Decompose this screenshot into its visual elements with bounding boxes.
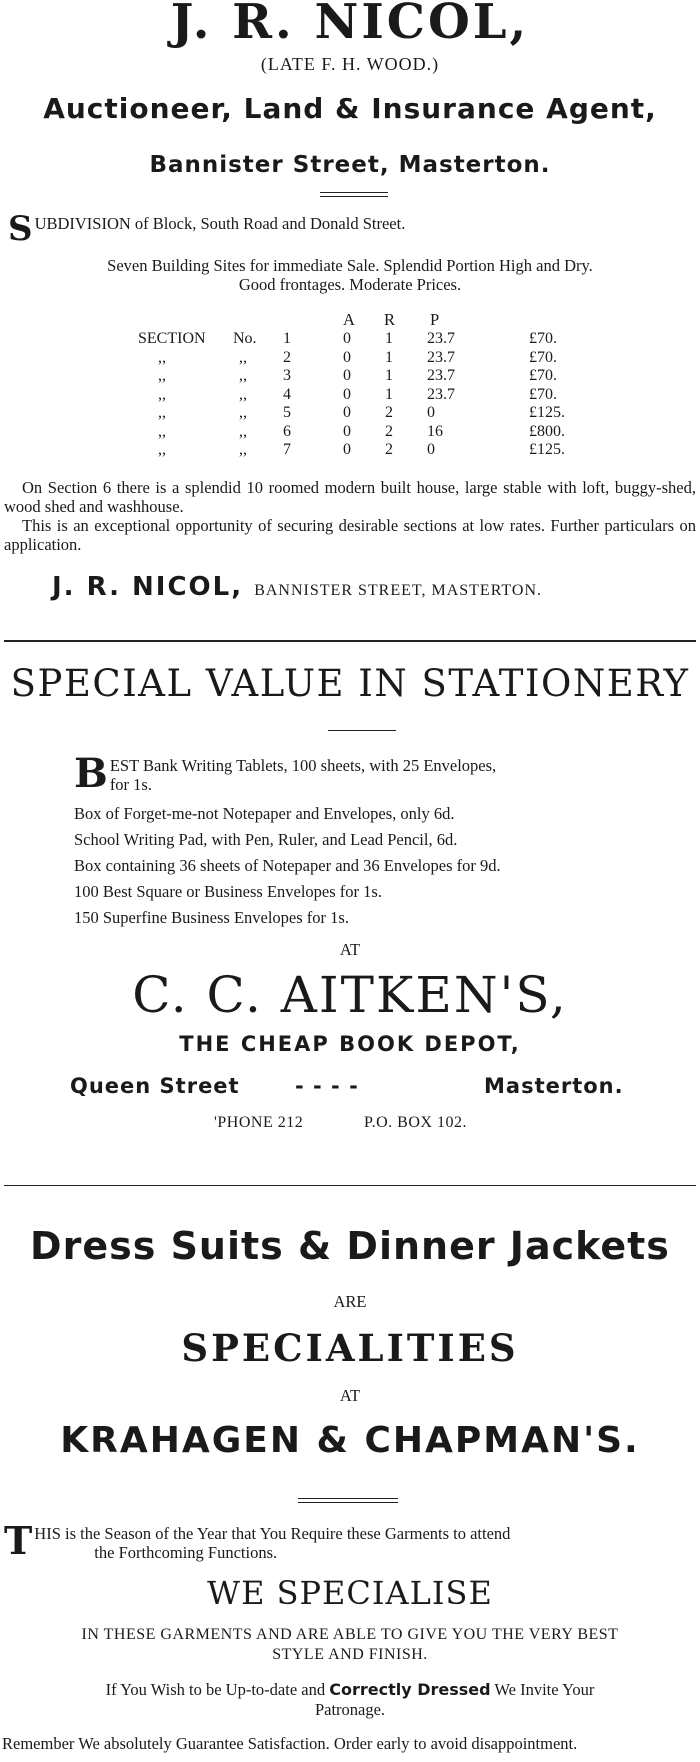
masterton-town: Masterton. (484, 1074, 624, 1098)
nicol-footer (52, 572, 542, 602)
stationery-item-3: School Writing Pad, with Pen, Ruler, and Lead Pencil, 6d. (74, 830, 458, 849)
dress-at: AT (339, 1386, 361, 1405)
table-row (138, 423, 565, 442)
section-label: ,, (158, 348, 166, 366)
section-p: 0 (427, 404, 435, 421)
nicol-footer-name: J. R. NICOL, (52, 572, 244, 602)
column-separator (4, 1185, 696, 1186)
subdivision-line-3: Good frontages. Moderate Prices. (238, 275, 462, 294)
dress-patronage: Patronage. (314, 1700, 386, 1719)
po-box: P.O. BOX 102. (364, 1114, 467, 1131)
nicol-footer-address: BANNISTER STREET, MASTERTON. (254, 582, 542, 599)
divider-rule (320, 192, 388, 197)
we-specialise-heading: WE SPECIALISE (207, 1574, 493, 1612)
section-r: 2 (385, 441, 393, 458)
dress-caps-line-2: STYLE AND FINISH. (272, 1646, 428, 1663)
col-header-r: R (384, 310, 396, 329)
dress-invite-line (0, 1680, 700, 1699)
subdivision-line-2: Seven Building Sites for immediate Sale. Splendid Portion High and Dry. (107, 256, 593, 275)
section-p: 23.7 (427, 367, 455, 384)
cheap-book-depot: THE CHEAP BOOK DEPOT, (179, 1032, 521, 1056)
section-no: ,, (239, 404, 247, 421)
section-a: 0 (343, 422, 351, 440)
nicol-paragraph-2: This is an exceptional opportunity of securing desirable sections at low rates. Further particulars on application. (4, 516, 696, 554)
section-label: ,, (158, 422, 166, 440)
table-row (138, 441, 565, 460)
section-p: 23.7 (427, 385, 455, 403)
section-no: ,, (239, 367, 247, 384)
section-price: £70. (529, 330, 557, 347)
dress-are: ARE (333, 1292, 367, 1311)
col-header-p: P (430, 310, 440, 329)
dress-season-line (4, 1518, 696, 1563)
section-num: 7 (283, 441, 291, 458)
section-price: £125. (529, 404, 565, 421)
dropcap-b: B (74, 750, 108, 797)
divider-rule (298, 1498, 398, 1503)
section-label: ,, (158, 404, 166, 421)
specialities-heading: SPECIALITIES (181, 1326, 519, 1370)
subdivision-notice (8, 209, 688, 249)
section-r: 1 (385, 348, 393, 366)
stationery-item-1 (74, 750, 634, 797)
section-num: 2 (283, 348, 291, 366)
dress-guarantee: Remember We absolutely Guarantee Satisfaction. Order early to avoid disappointment. (2, 1734, 578, 1753)
stationery-item-5: 100 Best Square or Business Envelopes for 1s. (74, 882, 382, 901)
stationery-item-1-text: EST Bank Writing Tablets, 100 sheets, with 25 Envelopes, (109, 756, 497, 775)
section-no: ,, (239, 422, 247, 440)
section-p: 0 (427, 441, 435, 458)
stationery-item-2: Box of Forget-me-not Notepaper and Envelopes, only 6d. (74, 804, 455, 823)
section-no: No. (233, 330, 257, 347)
section-r: 2 (385, 404, 393, 421)
dress-invite-pre: If You Wish to be Up-to-date and (105, 1680, 330, 1699)
dress-invite-bold: Correctly Dressed (329, 1680, 491, 1699)
dress-season-cont: the Forthcoming Functions. (94, 1543, 278, 1562)
column-separator (4, 640, 696, 642)
nicol-heading: J. R. NICOL, (170, 0, 530, 50)
section-label: ,, (158, 367, 166, 384)
dropcap-s: S (8, 209, 33, 249)
stationery-item-1-cont: for 1s. (109, 775, 152, 794)
table-row (138, 349, 565, 368)
section-num: 3 (283, 367, 291, 384)
table-row (138, 386, 565, 405)
section-label: ,, (158, 385, 166, 403)
section-p: 16 (427, 422, 443, 440)
col-header-a: A (343, 310, 355, 329)
section-r: 1 (385, 385, 393, 403)
street-dashes: - - - - (295, 1074, 359, 1098)
section-p: 23.7 (427, 330, 455, 347)
section-no: ,, (239, 348, 247, 366)
stationery-item-6: 150 Superfine Business Envelopes for 1s. (74, 908, 349, 927)
dress-season-text: HIS is the Season of the Year that You Require these Garments to attend (34, 1524, 511, 1543)
queen-street: Queen Street (70, 1074, 240, 1098)
section-r: 2 (385, 422, 393, 440)
section-a: 0 (343, 330, 351, 347)
section-label: ,, (158, 441, 166, 458)
section-p: 23.7 (427, 348, 455, 366)
section-a: 0 (343, 404, 351, 421)
nicol-street: Bannister Street, Masterton. (149, 152, 551, 178)
section-r: 1 (385, 367, 393, 384)
aitken-shop-name: C. C. AITKEN'S, (132, 966, 568, 1024)
subdivision-heading: UBDIVISION of Block, South Road and Donald Street. (34, 214, 406, 233)
dress-heading: Dress Suits & Dinner Jackets (30, 1224, 670, 1268)
divider-rule (328, 730, 396, 731)
stationery-at: AT (339, 940, 361, 959)
section-num: 4 (283, 385, 291, 403)
section-price: £70. (529, 348, 557, 366)
table-row (138, 404, 565, 423)
section-a: 0 (343, 385, 351, 403)
stationery-heading: SPECIAL VALUE IN STATIONERY (10, 662, 690, 705)
section-price: £70. (529, 367, 557, 384)
section-no: ,, (239, 441, 247, 458)
dropcap-t: T (4, 1518, 33, 1563)
nicol-late-wood: (LATE F. H. WOOD.) (260, 54, 440, 74)
section-num: 1 (283, 330, 291, 347)
section-num: 6 (283, 422, 291, 440)
table-row (138, 367, 565, 386)
section-a: 0 (343, 367, 351, 384)
section-a: 0 (343, 348, 351, 366)
section-price: £125. (529, 441, 565, 458)
section-label: SECTION (138, 330, 206, 347)
nicol-profession: Auctioneer, Land & Insurance Agent, (43, 92, 657, 125)
section-price: £70. (529, 385, 557, 403)
section-price: £800. (529, 422, 565, 440)
krahagen-shop-name: KRAHAGEN & CHAPMAN'S. (60, 1420, 640, 1461)
stationery-item-4: Box containing 36 sheets of Notepaper and 36 Envelopes for 9d. (74, 856, 501, 875)
dress-invite-post: We Invite Your (490, 1680, 595, 1699)
section-no: ,, (239, 385, 247, 403)
section-r: 1 (385, 330, 393, 347)
dress-caps-line-1: IN THESE GARMENTS AND ARE ABLE TO GIVE YOU THE VERY BEST (81, 1626, 619, 1643)
phone-number: 'PHONE 212 (214, 1114, 304, 1131)
section-a: 0 (343, 441, 351, 458)
sections-table (138, 330, 565, 460)
section-num: 5 (283, 404, 291, 421)
table-row (138, 330, 565, 349)
nicol-paragraph-1: On Section 6 there is a splendid 10 roomed modern built house, large stable with loft, buggy-shed, wood shed and washhouse. (4, 478, 696, 516)
